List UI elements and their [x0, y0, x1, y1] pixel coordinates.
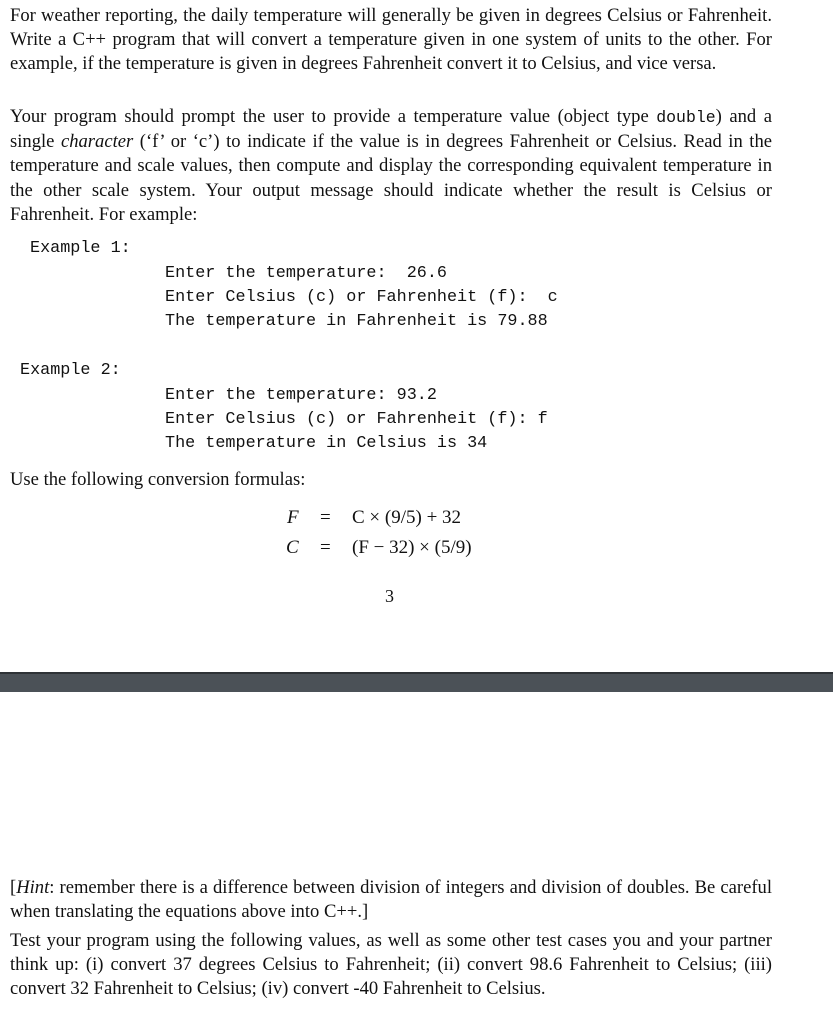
formula-eq: =: [320, 537, 331, 558]
formula-lhs: F: [287, 507, 299, 528]
double-keyword: double: [656, 108, 716, 127]
formula-c: [286, 534, 299, 562]
formula-rhs: (F − 32) × (5/9): [352, 537, 472, 558]
prompt-text-c: (‘f’ or ‘c’) to indicate if the value is in degrees Fahrenheit or Celsius. Read in the temperature and scale values, then compute and display the corresponding equivalent temperature in the other scale system. Your output message should indicate whether the result is Celsius or Fahrenheit. For example:: [10, 131, 772, 225]
formula-rhs: C × (9/5) + 32: [352, 507, 462, 528]
page-divider: [0, 672, 833, 692]
hint-close-bracket: ]: [361, 901, 369, 923]
example2-label: Example 2:: [20, 361, 121, 380]
example1-line: Enter the temperature: 26.6: [165, 264, 447, 283]
formula-f: [287, 504, 299, 532]
example2-line: Enter the temperature: 93.2: [165, 386, 437, 405]
hint-text: : remember there is a difference between division of integers and division of doubles. Be careful when translating the equations above into C++.: [10, 877, 772, 923]
hint-paragraph: [10, 876, 772, 924]
test-paragraph: Test your program using the following values, as well as some other test cases you and your partner think up: (i) convert 37 degrees Celsius to Fahrenheit; (ii) convert 98.6 Fahrenheit to Celsius; (iii) convert 32 Fahrenheit to Celsius; (iv) convert -40 Fahrenheit to Celsius.: [10, 930, 772, 1000]
intro-paragraph: For weather reporting, the daily temperature will generally be given in degrees Celsius or Fahrenheit. Write a C++ program that will convert a temperature given in one system of units to the other. For example, if the temperature is given in degrees Fahrenheit convert it to Celsius, and vice versa.: [10, 5, 772, 75]
example2-line: The temperature in Celsius is 34: [165, 434, 488, 453]
prompt-text-a: Your program should prompt the user to provide a temperature value (object type: [10, 106, 657, 127]
page-number: 3: [385, 586, 394, 606]
character-emphasis: character: [60, 131, 134, 153]
example1-line: The temperature in Fahrenheit is 79.88: [165, 312, 548, 331]
formulas-intro: Use the following conversion formulas:: [10, 469, 306, 490]
example1-label: Example 1:: [30, 239, 131, 258]
prompt-text-b: ) and a single: [10, 106, 772, 153]
formula-eq: =: [320, 507, 331, 528]
prompt-paragraph: [10, 105, 772, 227]
formula-lhs: C: [286, 537, 299, 558]
example1-line: Enter Celsius (c) or Fahrenheit (f): c: [165, 288, 558, 307]
example2-line: Enter Celsius (c) or Fahrenheit (f): f: [165, 410, 548, 429]
hint-label: Hint: [16, 877, 50, 898]
hint-open-bracket: [: [10, 877, 17, 898]
